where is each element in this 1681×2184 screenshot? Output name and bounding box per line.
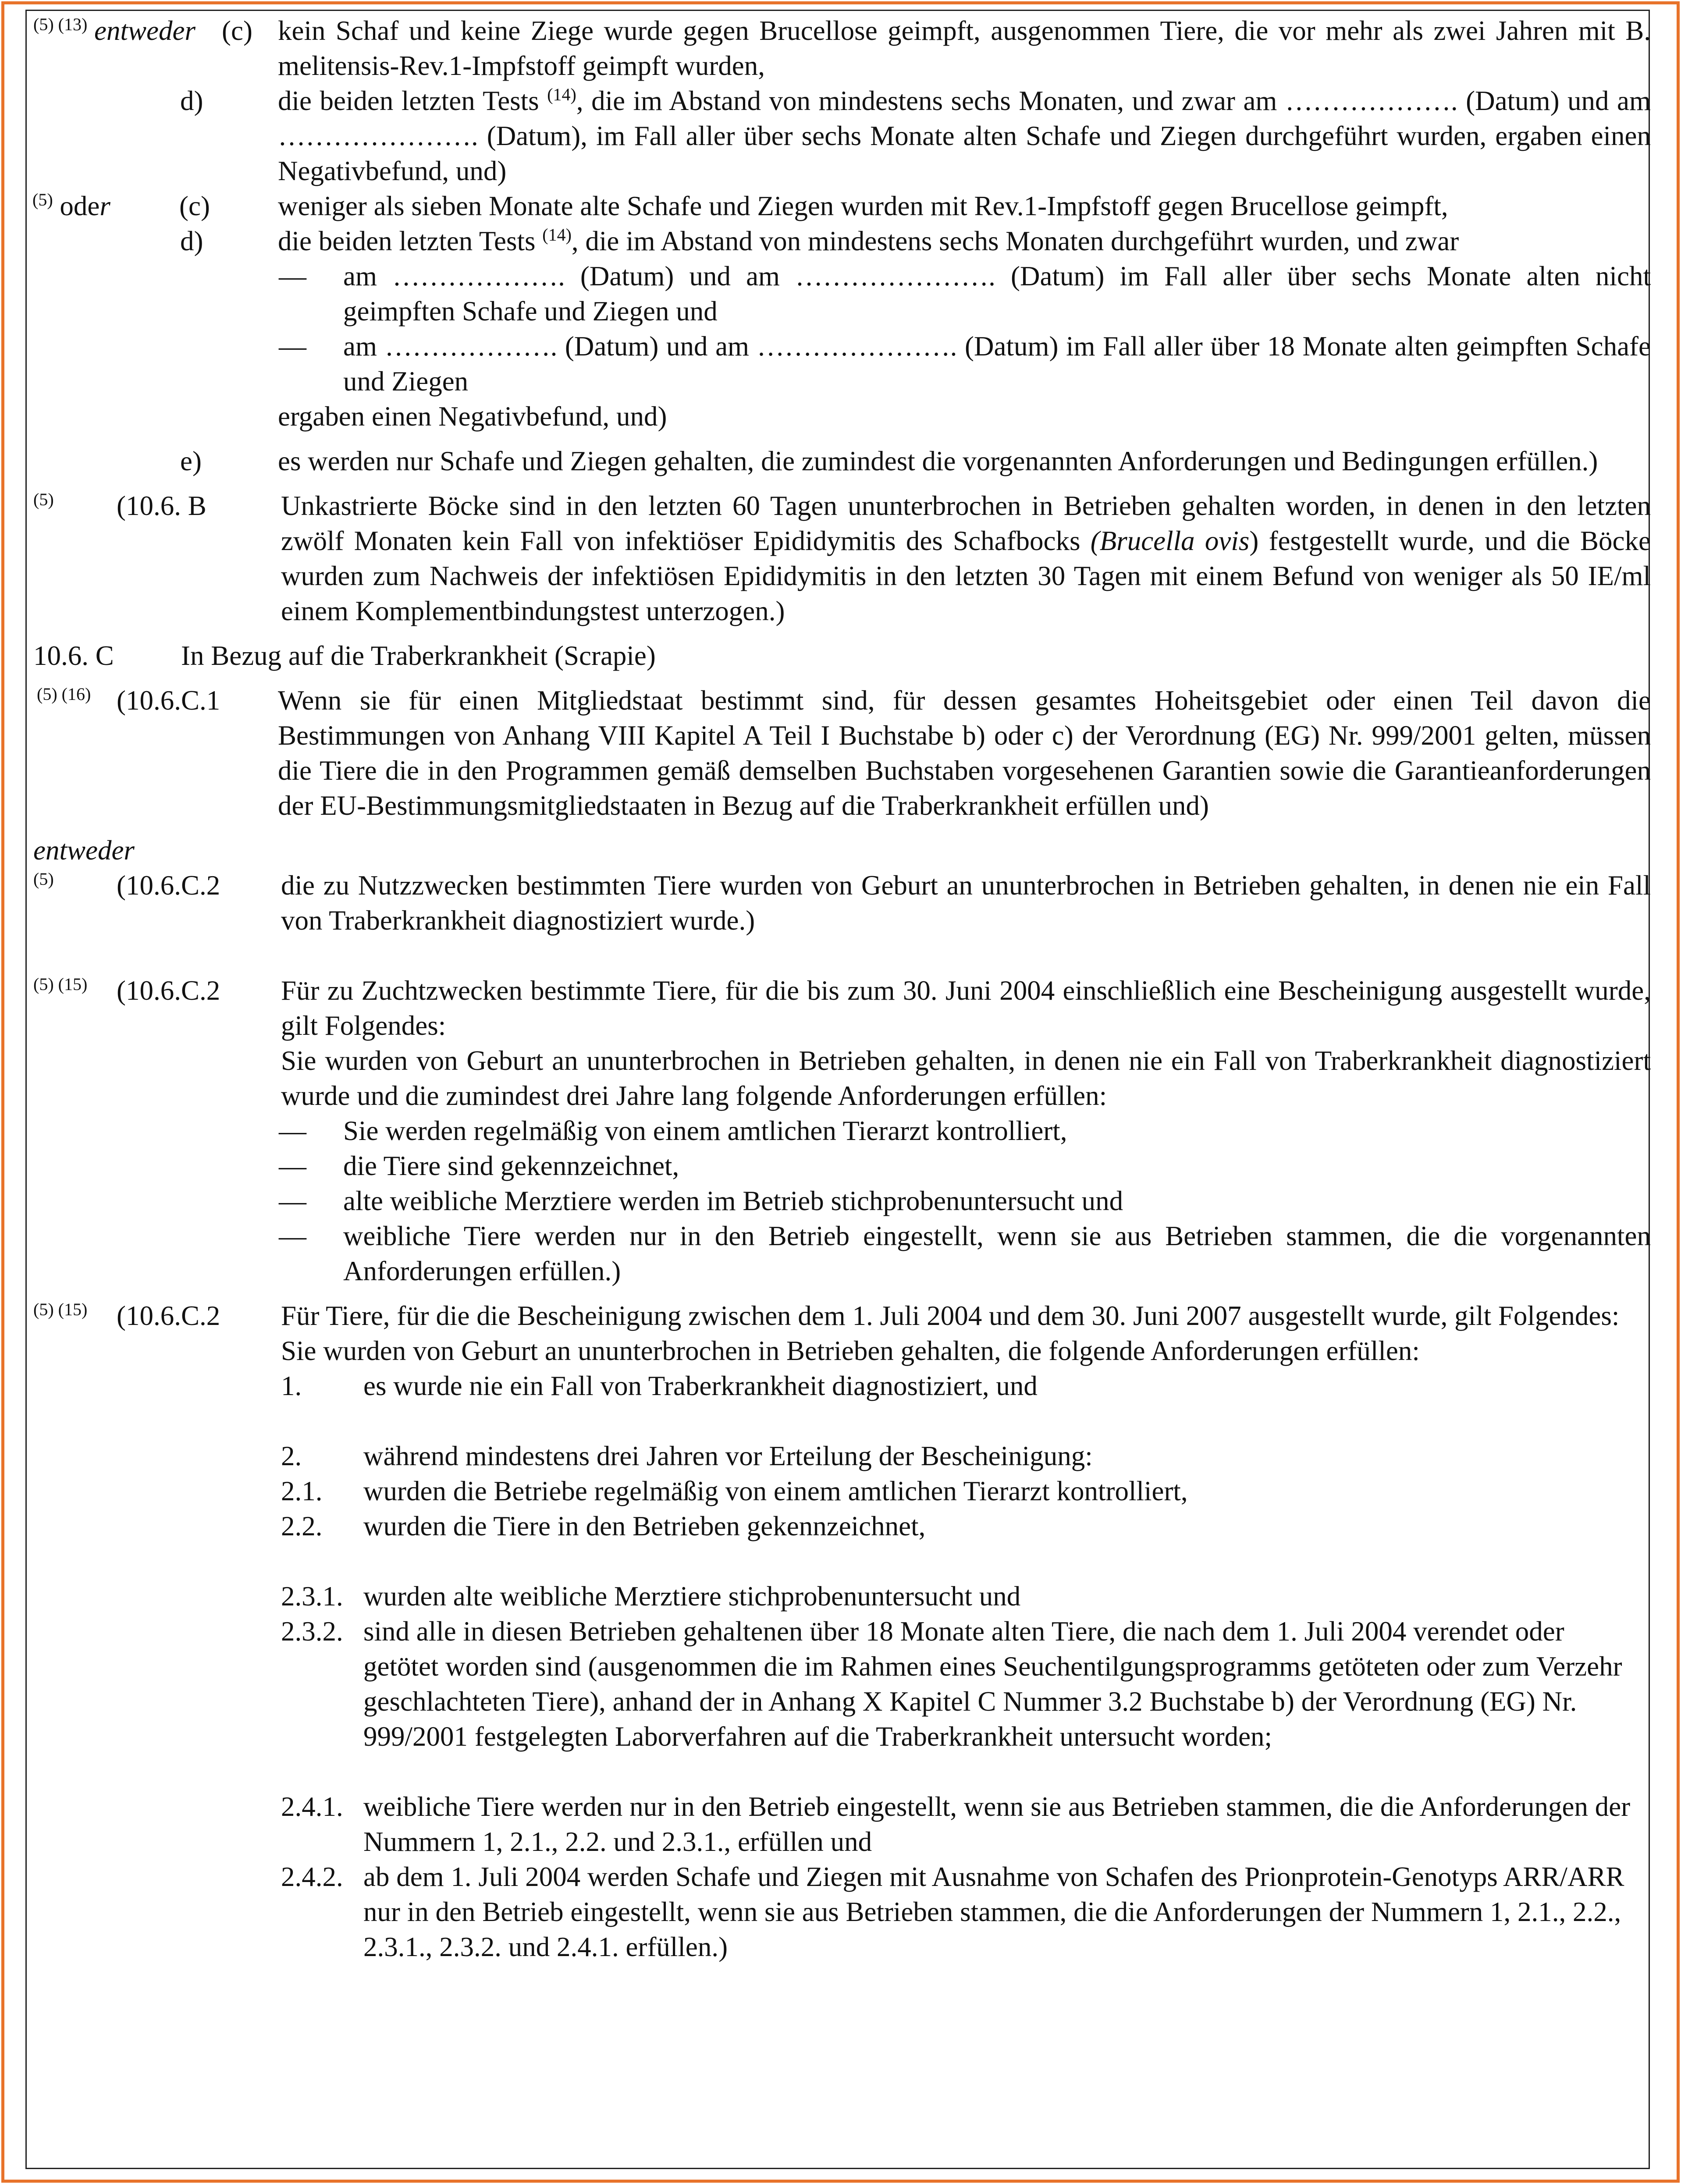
item-key: (c) (179, 191, 210, 221)
item-key: e) (180, 446, 202, 476)
footnote-marks: (5) (16) (37, 684, 91, 704)
item-key: (c) (222, 15, 252, 46)
footnote-marks: (5) (15) (33, 974, 88, 994)
list-item: 2.3.2. sind alle in diesen Betrieben gehaltenen über 18 Monate alten Tiere, die nach dem 1. Juli 2004 verendet oder getötet worden sind (ausgenommen die im Rahmen eines Seuchentilgungsprogramms getöteten oder zum Verzehr geschlachteten Tiere), anhand der in Anhang X Kapitel C Nummer 3.2 Buchstabe b) der Verordnung (EG) Nr. 999/2001 festgelegten Laborverfahren auf die Traberkrankheit untersucht worden; (281, 1616, 1622, 1752)
item-text: es werden nur Schafe und Ziegen gehalten, die zumindest die vorgenannten Anforderungen und Bedingungen erfüllen.) (278, 446, 1598, 476)
list-item: 2. während mindestens drei Jahren vor Erteilung der Bescheinigung: (281, 1441, 1093, 1471)
item-key: (10.6.C.2 (117, 870, 220, 901)
spacer (33, 1544, 1651, 1579)
item-text: kein Schaf und keine Ziege wurde gegen Brucellose geimpft, ausgenommen Tiere, die vor mehr als zwei Jahren mit B. melitensis-Rev.1-Impfstoff geimpft wurden, (278, 15, 1651, 81)
item-text: Sie wurden von Geburt an ununterbrochen in Betrieben gehalten, in denen nie ein Fall von Traberkrankheit diagnostiziert wurde und die zumindest drei Jahre lang folgende Anforderungen erfüllen: (281, 1045, 1651, 1111)
dash-item: — am ………………. (Datum) und am …………………. (Datum) im Fall aller über sechs Monate alten nicht geimpften Schafe und Ziegen und (33, 259, 1651, 329)
dash-item: — am ………………. (Datum) und am …………………. (Datum) im Fall aller über 18 Monate alten geimpften Schafe und Ziegen (33, 329, 1651, 399)
block-oder-e (33, 444, 1651, 479)
dash-item: — alte weibliche Merztiere werden im Betrieb stichprobenuntersucht und (33, 1183, 1651, 1218)
oder-tail: ergaben einen Negativbefund, und) (278, 401, 667, 432)
item-text: die beiden letzten Tests $^{(14)}$, die im Abstand von mindestens sechs Monaten, und zwar am ………………. (Datum) und am …………………. (Datum), im Fall aller über sechs Monate alten Schafe und Ziegen durchgeführt wurden, ergaben einen Negativbefund, und) (278, 85, 1651, 186)
footnote-marks: (5) (33, 869, 54, 889)
entweder-label: entweder (33, 835, 135, 866)
footnote-marks: (5) (15) (33, 1300, 88, 1319)
item-key: (10.6.C.2 (117, 1300, 220, 1331)
dash-bullet: — (279, 331, 306, 362)
item-text: die beiden letzten Tests $^{(14)}$, die im Abstand von mindestens sechs Monaten durchgeführt wurden, und zwar (278, 225, 1459, 256)
list-item: 2.3.1. wurden alte weibliche Merztiere stichprobenuntersucht und (281, 1581, 1021, 1612)
dash-item: — die Tiere sind gekennzeichnet, (33, 1148, 1651, 1183)
list-item: 2.1. wurden die Betriebe regelmäßig von einem amtlichen Tierarzt kontrolliert, (281, 1476, 1188, 1506)
footnote-marks: (5) (32, 190, 53, 210)
dash-bullet: — (279, 261, 306, 291)
footnote-marks: (5) (13) (33, 14, 88, 34)
list-item: 1. es wurde nie ein Fall von Traberkrankheit diagnostiziert, und (281, 1371, 1038, 1401)
block-entweder-13 (33, 13, 1651, 83)
item-key: (10.6. B (117, 490, 206, 521)
item-text: Unkastrierte Böcke sind in den letzten 60 Tagen ununterbrochen in Betrieben gehalten worden, in denen in den letzten zwölf Monaten kein Fall von infektiöser Epididymitis des Schafbocks (Brucella ovis) festgestellt wurde, und die Böcke wurden zum Nachweis der infektiösen Epididymitis in den letzten 30 Tagen mit einem Befund von weniger als 50 IE/ml einem Komplementbindungstest unterzogen.) (281, 490, 1651, 626)
dash-bullet: — (279, 1186, 306, 1216)
footnote-marks: (5) (33, 490, 54, 509)
spacer (33, 1403, 1651, 1438)
dash-item: — weibliche Tiere werden nur in den Betrieb eingestellt, wenn sie aus Betrieben stammen, die die vorgenannten Anforderungen erfüllen.) (33, 1218, 1651, 1289)
list-item: 2.2. wurden die Tiere in den Betrieben gekennzeichnet, (281, 1511, 926, 1541)
item-text: die zu Nutzzwecken bestimmten Tiere wurden von Geburt an ununterbrochen in Betrieben gehalten, in denen nie ein Fall von Traberkrankheit diagnostiziert wurde.) (281, 870, 1651, 936)
block-oder-d (33, 224, 1651, 259)
list-item: 2.4.2. ab dem 1. Juli 2004 werden Schafe und Ziegen mit Ausnahme von Schafen des Prionprotein-Genotyps ARR/ARR nur in den Betrieb eingestellt, wenn sie aus Betrieben stammen, die die Anforderungen der Nummern 1, 2.1., 2.2., 2.3.1., 2.3.2. und 2.4.1. erfüllen.) (281, 1861, 1624, 1962)
dash-bullet: — (279, 1221, 306, 1251)
dash-bullet: — (279, 1151, 306, 1181)
item-key: d) (180, 226, 203, 256)
spacer (33, 1754, 1651, 1789)
item-text: Wenn sie für einen Mitgliedstaat bestimmt sind, für dessen gesamtes Hoheitsgebiet oder einen Teil davon die Bestimmungen von Anhang VIII Kapitel A Teil I Buchstabe b) oder c) der Verordnung (EG) Nr. 999/2001 gelten, müssen die Tiere die in den Programmen gemäß demselben Buchstaben vorgesehenen Garantien sowie die Garantieanforderungen der EU-Bestimmungsmitgliedstaaten in Bezug auf die Traberkrankheit erfüllen und) (278, 685, 1651, 821)
dash-item: — Sie werden regelmäßig von einem amtlichen Tierarzt kontrolliert, (33, 1113, 1651, 1148)
block-10-6-b (33, 488, 1651, 629)
item-text: Für zu Zuchtzwecken bestimmte Tiere, für die bis zum 30. Juni 2004 einschließlich eine Bescheinigung ausgestellt wurde, gilt Folgendes: (281, 975, 1651, 1041)
item-key: d) (180, 85, 203, 116)
block-10-6-c-2-c (33, 1298, 1651, 1368)
item-text: In Bezug auf die Traberkrankheit (Scrapie) (181, 640, 656, 671)
dash-bullet: — (279, 1115, 306, 1146)
item-key: 10.6. C (33, 640, 114, 671)
item-text: Für Tiere, für die die Bescheinigung zwischen dem 1. Juli 2004 und dem 30. Juni 2007 ausgestellt wurde, gilt Folgendes: (281, 1300, 1620, 1331)
block-10-6-c-2-b (33, 973, 1651, 1113)
item-key: (10.6.C.2 (117, 975, 220, 1006)
document-page (33, 13, 1651, 1964)
option-label: oder (60, 191, 110, 221)
section-heading-10-6-c (33, 638, 1651, 673)
item-key: (10.6.C.1 (117, 685, 220, 716)
block-oder (33, 188, 1651, 224)
item-text: weniger als sieben Monate alte Schafe und Ziegen wurden mit Rev.1-Impfstoff gegen Brucellose geimpft, (278, 191, 1448, 221)
list-item: 2.4.1. weibliche Tiere werden nur in den Betrieb eingestellt, wenn sie aus Betrieben stammen, die die Anforderungen der Nummern 1, 2.1., 2.2. und 2.3.1., erfüllen und (281, 1791, 1631, 1857)
option-label: entweder (94, 15, 195, 46)
block-10-6-c-1 (33, 683, 1651, 823)
item-text: Sie wurden von Geburt an ununterbrochen in Betrieben gehalten, die folgende Anforderungen erfüllen: (281, 1335, 1420, 1366)
block-10-6-c-2-a (33, 868, 1651, 938)
block-entweder-d (33, 83, 1651, 188)
